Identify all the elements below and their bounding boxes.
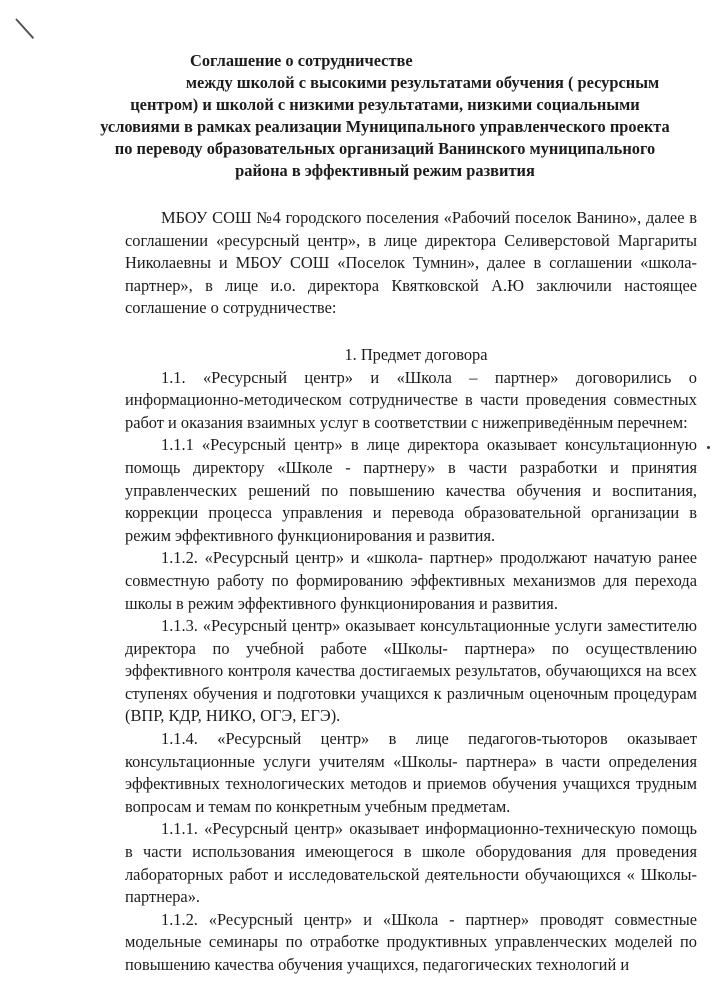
section-heading: 1. Предмет договора [344, 344, 488, 364]
preamble-paragraph: МБОУ СОШ №4 городского поселения «Рабочий поселок Ванино», далее в соглашении «ресурсный центр», в лице директора Селиверстовой Маргариты Николаевны и МБОУ СОШ «Поселок Тумнин», далее в соглашении «школа-партнер», в лице и.о. директора Квятковской А.Ю заключили настоящее соглашение о сотрудничестве: [125, 208, 697, 318]
clause-1-1-4: 1.1.4. «Ресурсный центр» в лице педагогов-тьюторов оказывает консультационные услуги учителям «Школы- партнера» в части определения эффективных технологических методов и приемов обучения учащихся трудным вопросам и темам по конкретным учебным предметам. [125, 729, 697, 816]
clause-1-1: 1.1. «Ресурсный центр» и «Школа – партнер» договорились о информационно-методическом сотрудничестве в части проведения совместных работ и оказания взаимных услуг в соответствии с нижеприведённым перечнем: [125, 367, 697, 432]
clause-1-1-3: 1.1.3. «Ресурсный центр» оказывает консультационные услуги заместителю директора по учебной работе «Школы- партнера» по осуществлению эффективного контроля качества достигаемых результатов, обучающихся на всех ступенях обучения и подготовки учащихся к различным оценочным процедурам (ВПР, КДР, НИКО, ОГЭ, ЕГЭ). [125, 616, 697, 726]
title-line-2: между школой с высокими результатами обучения ( ресурсным центром) и школой с низкими результатами, низкими социальными условиями в рамках реализации Муниципального управленческого проекта по переводу образовательных организаций Ванинского муниципального района в эффективный режим развития [100, 73, 670, 180]
scan-speck [707, 446, 710, 449]
clause-1-1-1-second: 1.1.1. «Ресурсный центр» оказывает информационно-техническую помощь в части использования имеющегося в школе оборудования для проведения лабораторных работ и исследовательской деятельности обучающихся « Школы- партнера». [125, 819, 697, 907]
scan-artifact-mark [15, 18, 34, 39]
clause-1-1-2-second: 1.1.2. «Ресурсный центр» и «Школа - партнер» проводят совместные модельные семинары по отработке продуктивных управленческих моделей по повышению качества обучения учащихся, педагогических технологий и [125, 909, 697, 974]
clause-1-1-2: 1.1.2. «Ресурсный центр» и «школа- партнер» продолжают начатую ранее совместную работу по формированию эффективных механизмов для перехода школы в режим эффективного функционирования и развития. [125, 548, 697, 613]
document-body [125, 207, 697, 977]
document-title [100, 50, 670, 182]
clause-1-1-1: 1.1.1 «Ресурсный центр» в лице директора оказывает консультационную помощь директору «Школе - партнеру» в части разработки и принятия управленческих решений по повышению качества обучения и воспитания, коррекции процесса управления и перевода образовательной организации в режим эффективного функционирования и развития. [125, 435, 697, 545]
title-line-1: Соглашение о сотрудничестве [190, 51, 413, 70]
